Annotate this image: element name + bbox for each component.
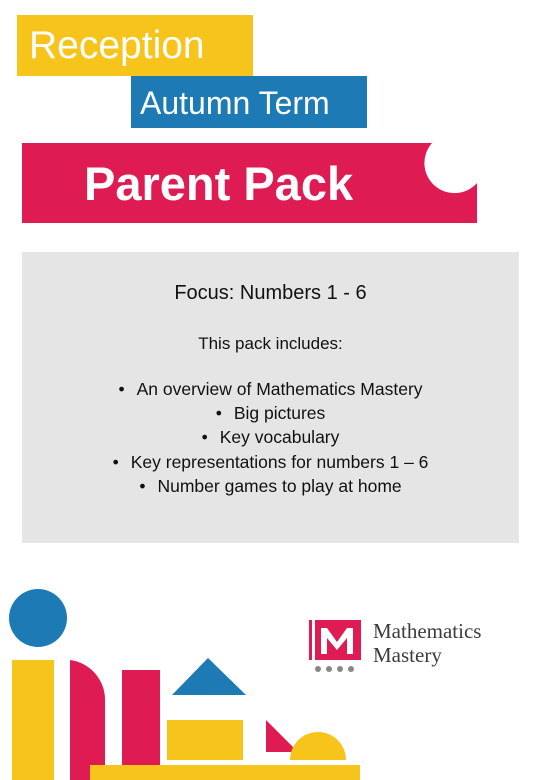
logo-line-2: Mastery (373, 643, 442, 667)
includes-heading: This pack includes: (198, 334, 343, 353)
list-item-text: Number games to play at home (157, 475, 402, 496)
page-title: Parent Pack (84, 157, 354, 210)
pink-arch-shape (70, 660, 105, 780)
reception-label: Reception (17, 15, 253, 76)
logo-line-1: Mathematics (373, 619, 482, 643)
list-item (22, 450, 519, 474)
blue-circle-shape (9, 589, 67, 647)
term-label: Autumn Term (131, 76, 367, 128)
list-item (22, 401, 519, 425)
contents-list (22, 377, 519, 498)
bullet-icon: • (201, 427, 208, 448)
yellow-pillar-shape (12, 660, 54, 780)
mathematics-mastery-logo-icon (309, 620, 361, 674)
yellow-base-shape (90, 765, 360, 780)
list-item (22, 377, 519, 401)
list-item (22, 425, 519, 449)
bullet-icon: • (118, 379, 125, 399)
list-item (22, 474, 519, 498)
yellow-block-shape (167, 720, 243, 760)
logo-wordmark (373, 619, 481, 667)
list-item-text: Key vocabulary (219, 427, 340, 448)
list-item-text: An overview of Mathematics Mastery (136, 379, 423, 399)
info-box (22, 252, 519, 543)
decorative-shapes (0, 580, 360, 780)
focus-heading: Focus: Numbers 1 - 6 (174, 282, 367, 304)
blue-triangle-shape (172, 658, 246, 695)
list-item-text: Key representations for numbers 1 – 6 (130, 451, 429, 472)
list-item-text: Big pictures (233, 403, 326, 424)
pink-pillar-shape (122, 670, 160, 780)
bullet-icon: • (215, 403, 222, 424)
bullet-icon: • (112, 451, 119, 472)
bullet-icon: • (139, 475, 146, 496)
yellow-semicircle-shape (290, 732, 346, 760)
